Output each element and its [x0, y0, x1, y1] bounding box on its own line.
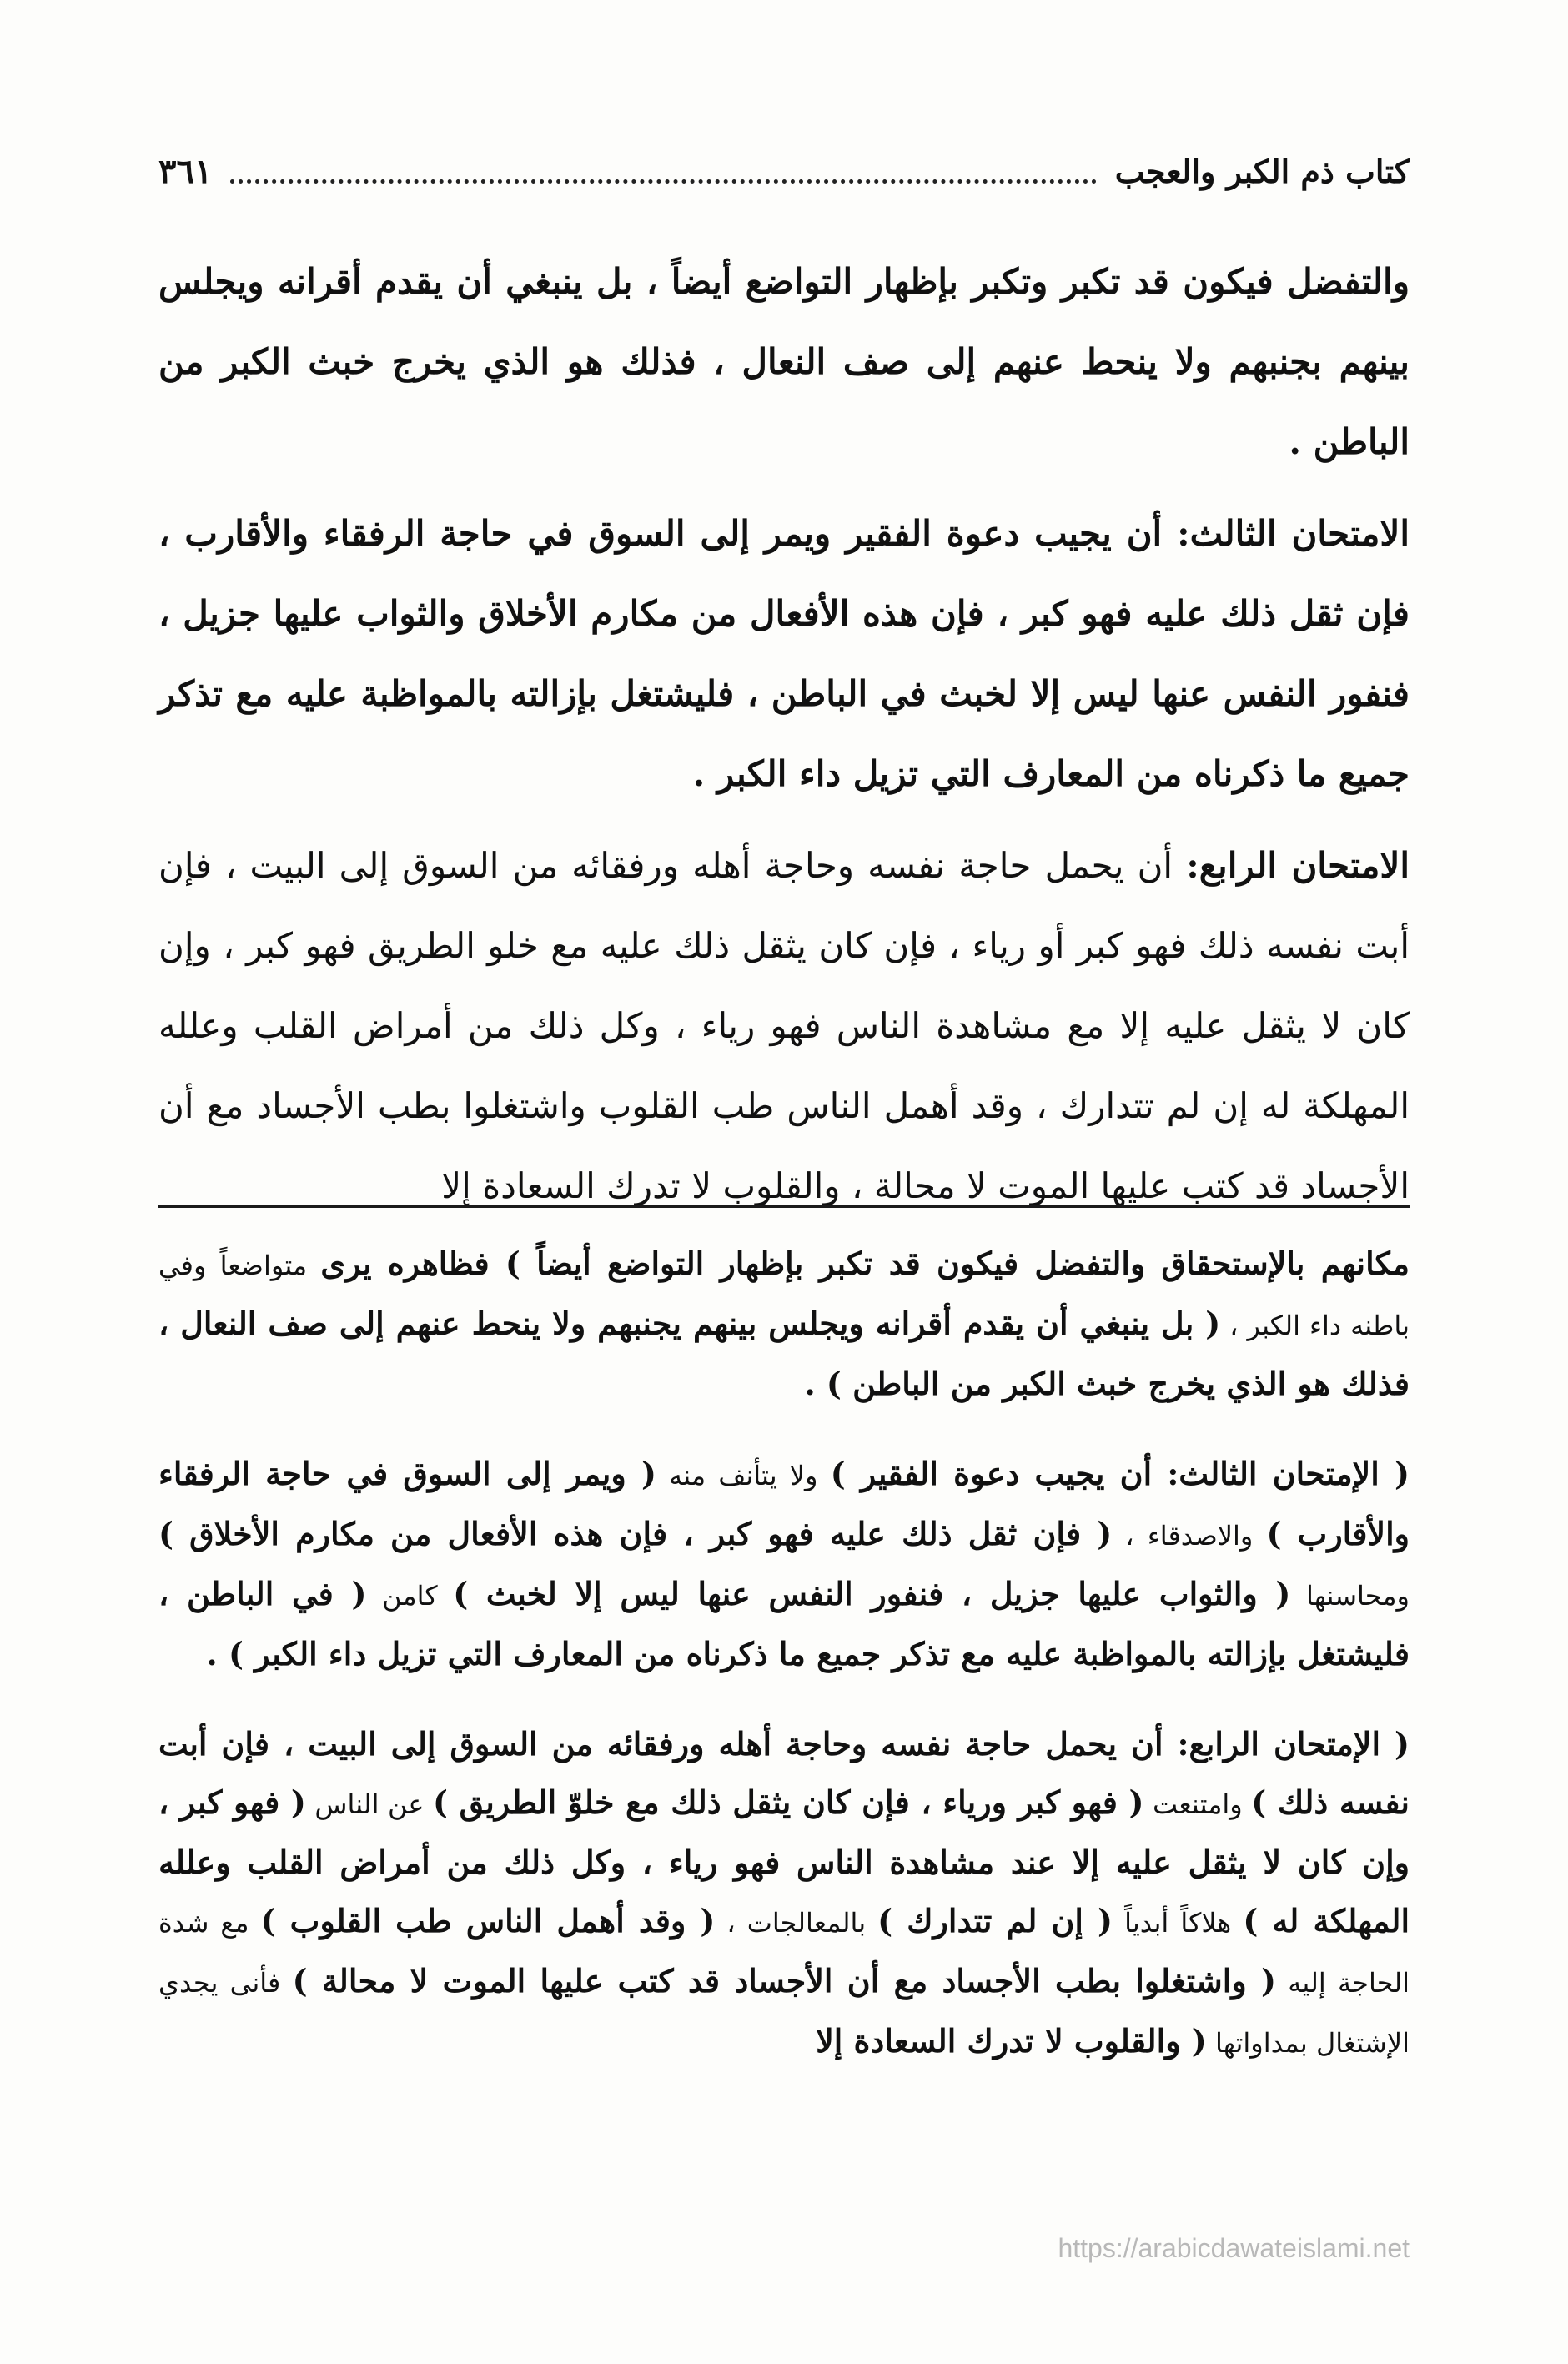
quoted-text: ( في الباطن ، فليشتغل بإزالته بالمواظبة عليه مع تذكر جميع ما ذكرناه من المعارف التي تزيل داء الكبر ) . — [158, 1575, 1410, 1672]
page-number: ٣٦١ — [158, 151, 213, 191]
quoted-text: ( والثواب عليها جزيل ، فنفور النفس عنها ليس إلا لخبث ) — [453, 1575, 1291, 1612]
commentary-text: عن الناس — [305, 1788, 434, 1820]
quoted-text: ( الإمتحان الرابع: أن يحمل حاجة نفسه وحاجة أهله ورفقائه من السوق إلى البيت ، فإن أبت نفسه ذلك ) — [158, 1725, 1410, 1821]
commentary-paragraph-3 — [158, 1715, 1410, 2072]
quoted-text: ( فهو كبر ، وإن كان لا يثقل عليه إلا عند مشاهدة الناس فهو رياء ، وكل ذلك من أمراض القلب وعلله المهلكة له ) — [158, 1783, 1410, 1939]
quoted-text: ( بل ينبغي أن يقدم أقرانه ويجلس بينهم يجنبهم ولا ينحط عنهم إلى صف النعال ، فذلك هو الذي يخرج خبث الكبر من الباطن ) . — [158, 1305, 1410, 1402]
commentary-section — [158, 1235, 1410, 2104]
paragraph-body: أن يجيب دعوة الفقير ويمر إلى السوق في حاجة الرفقاء والأقارب ، فإن ثقل ذلك عليه فهو كبر ، فإن هذه الأفعال من مكارم الأخلاق والثواب عليها جزيل ، فنفور النفس عنها ليس إلا لخبث في الباطن ، فليشتغل بإزالته بالمواظبة عليه مع تذكر جميع ما ذكرناه من المعارف التي تزيل داء الكبر . — [158, 513, 1410, 794]
quoted-text: ( الإمتحان الثالث: أن يجيب دعوة الفقير ) — [830, 1455, 1410, 1492]
commentary-text: بالمعالجات ، — [715, 1907, 878, 1939]
paragraph-body: أن يحمل حاجة نفسه وحاجة أهله ورفقائه من السوق إلى البيت ، فإن أبت نفسه ذلك فهو كبر أو رياء ، فإن كان يثقل ذلك عليه مع خلو الطريق فهو كبر ، وإن كان لا يثقل عليه إلا مع مشاهدة الناس فهو رياء ، وكل ذلك من أمراض القلب وعلله المهلكة له إن لم تتدارك ، وقد أهمل الناس طب القلوب واشتغلوا بطب الأجساد مع أن الأجساد قد كتب عليها الموت لا محالة ، والقلوب لا تدرك السعادة إلا — [158, 845, 1410, 1206]
commentary-text: ومحاسنها — [1290, 1580, 1410, 1612]
running-header — [158, 142, 1410, 200]
commentary-text: ولا يتأنف منه — [656, 1460, 831, 1491]
commentary-text: وامتنعت — [1143, 1788, 1252, 1820]
commentary-text: والاصدقاء ، — [1112, 1520, 1267, 1552]
footnote-separator — [158, 1205, 1410, 1208]
section-heading-third-test: الامتحان الثالث: — [1177, 513, 1410, 554]
section-heading-fourth-test: الامتحان الرابع: — [1186, 845, 1410, 886]
commentary-text: متواضعاً وفي باطنه داء الكبر ، — [158, 1250, 1410, 1341]
quoted-text: ( واشتغلوا بطب الأجساد مع أن الأجساد قد كتب عليها الموت لا محالة ) — [292, 1962, 1276, 1999]
commentary-paragraph-2 — [158, 1445, 1410, 1683]
book-title: كتاب ذم الكبر والعجب — [1114, 152, 1410, 190]
main-paragraph-3 — [158, 826, 1410, 1226]
commentary-text: فأنى يجدي الإشتغال بمداواتها — [158, 1967, 1410, 2059]
main-paragraph-1: والتفضل فيكون قد تكبر وتكبر بإظهار التواضع أيضاً ، بل ينبغي أن يقدم أقرانه ويجلس بينهم بجنبهم ولا ينحط عنهم إلى صف النعال ، فذلك هو الذي يخرج خبث الكبر من الباطن . — [158, 261, 1410, 462]
commentary-text: مع شدة الحاجة إليه — [158, 1907, 1410, 1999]
quoted-text: ( ويمر إلى السوق في حاجة الرفقاء والأقارب ) — [158, 1455, 1410, 1552]
quoted-text: ( إن لم تتدارك ) — [877, 1902, 1113, 1939]
main-paragraph-2 — [158, 494, 1410, 814]
quoted-text: مكانهم بالإستحقاق والتفضل فيكون قد تكبر بإظهار التواضع أيضاً ) فظاهره يرى — [320, 1245, 1410, 1282]
header-leader-dots — [230, 159, 1096, 184]
quoted-text: ( فإن ثقل ذلك عليه فهو كبر ، فإن هذه الأفعال من مكارم الأخلاق ) — [158, 1515, 1113, 1552]
quoted-text: ( وقد أهمل الناس طب القلوب ) — [260, 1902, 716, 1939]
main-text — [158, 242, 1410, 1238]
watermark-url: https://arabicdawateislami.net — [1058, 2233, 1410, 2263]
commentary-paragraph-1 — [158, 1235, 1410, 1413]
commentary-text: هلاكاً أبدياً — [1113, 1907, 1244, 1939]
quoted-text: ( والقلوب لا تدرك السعادة إلا — [816, 2022, 1207, 2060]
commentary-text: كامن — [366, 1580, 454, 1612]
quoted-text: ( فهو كبر ورياء ، فإن كان يثقل ذلك مع خلوّ الطريق ) — [433, 1783, 1144, 1821]
